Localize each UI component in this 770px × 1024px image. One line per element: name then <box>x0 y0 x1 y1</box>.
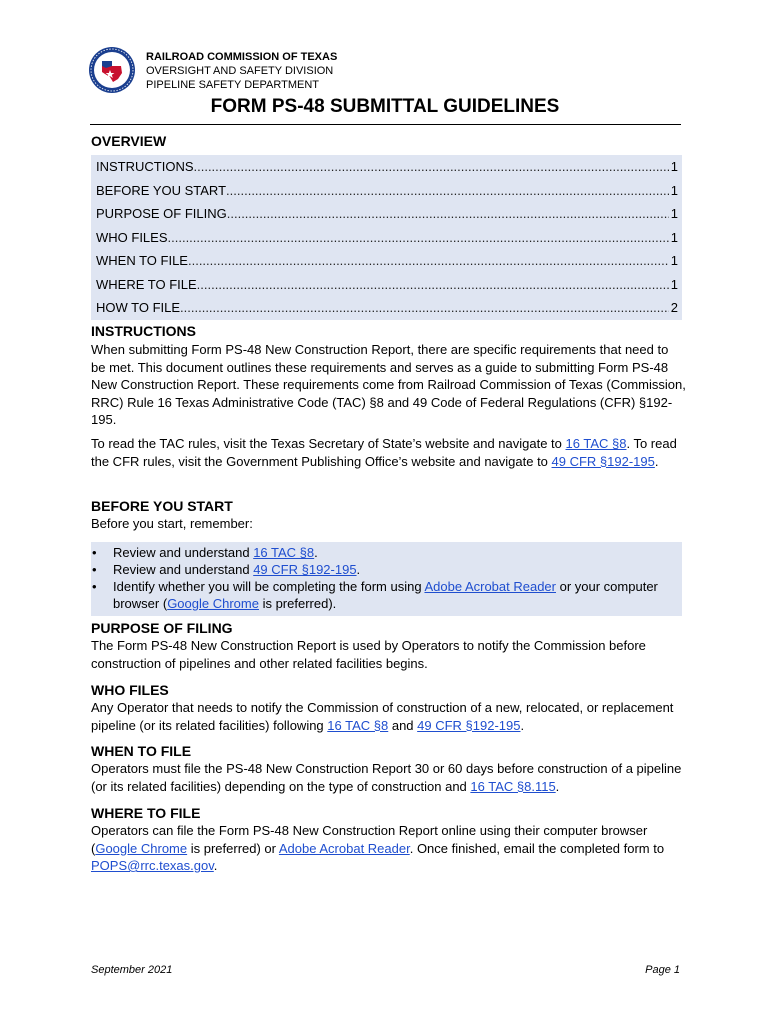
list-item <box>91 561 682 578</box>
link-16-tac-8[interactable]: 16 TAC §8 <box>327 717 389 733</box>
where-to-file-heading: WHERE TO FILE <box>91 805 201 821</box>
where-to-file-paragraph <box>91 822 686 875</box>
toc-page: 1 <box>670 276 678 292</box>
toc-page: 1 <box>670 253 678 269</box>
text-span: Any Operator that needs to notify the Commission of construction of a new, relocated, or replacement pipeline (or its related facilities) following <box>91 700 674 733</box>
toc-label: INSTRUCTIONS <box>96 159 194 175</box>
toc-label: PURPOSE OF FILING <box>96 206 227 222</box>
toc-item-instructions[interactable] <box>91 155 682 179</box>
footer-date: September 2021 <box>91 964 173 976</box>
toc-page: 1 <box>670 182 678 198</box>
text-span: Identify whether you will be completing the form using <box>113 579 425 594</box>
instructions-paragraph-2 <box>91 435 686 470</box>
text-span: . <box>356 562 361 577</box>
instructions-paragraph-1: When submitting Form PS-48 New Construction Report, there are specific requirements that need to be met. This document outlines these requirements and serves as a guide to submitting Form PS-48 New Construction Report. These requirements come from Railroad Commission of Texas (Commission, RRC) Rule 16 Texas Administrative Code (TAC) §8 and 49 Code of Federal Regulations (CFR) §192-195. <box>91 342 686 427</box>
before-you-start-intro: Before you start, remember: <box>91 516 253 531</box>
toc-label: WHEN TO FILE <box>96 253 188 269</box>
instructions-heading: INSTRUCTIONS <box>91 323 196 339</box>
text-span: . <box>654 453 659 469</box>
when-to-file-paragraph <box>91 760 686 795</box>
toc-item-how-to-file[interactable] <box>91 296 682 320</box>
org-name: RAILROAD COMMISSION OF TEXAS <box>146 51 338 63</box>
toc-label: HOW TO FILE <box>96 300 181 316</box>
text-span: or your computer browser ( <box>113 579 658 611</box>
text-span: Review and understand <box>113 545 254 560</box>
text-span: Operators must file the PS-48 New Construction Report 30 or 60 days before construction of a pipeline (or its related facilities) depending on the type of construction and <box>91 761 682 794</box>
purpose-paragraph: The Form PS-48 New Construction Report is used by Operators to notify the Commission before construction of pipelines and other related facilities begins. <box>91 638 646 671</box>
text-span: . To read the CFR rules, visit the Government Publishing Office’s website and navigate to <box>91 436 677 469</box>
page-title: FORM PS-48 SUBMITTAL GUIDELINES <box>210 96 560 117</box>
text-span: Review and understand <box>113 562 254 577</box>
link-google-chrome[interactable]: Google Chrome <box>95 840 188 856</box>
text-span: . <box>314 545 318 560</box>
purpose-heading: PURPOSE OF FILING <box>91 620 233 636</box>
toc-page: 1 <box>670 229 678 245</box>
title-divider <box>90 124 681 125</box>
link-49-cfr-192-195[interactable]: 49 CFR §192-195 <box>417 717 521 733</box>
footer-page-number: Page 1 <box>645 964 680 976</box>
text-span: . Once finished, email the completed form to <box>409 840 665 856</box>
link-google-chrome[interactable]: Google Chrome <box>167 596 259 611</box>
link-16-tac-8-115[interactable]: 16 TAC §8.115 <box>470 778 556 794</box>
bullet-icon: • <box>92 579 97 594</box>
toc-item-where-to-file[interactable] <box>91 273 682 297</box>
text-span: and <box>388 717 418 733</box>
link-pops-email[interactable]: POPS@rrc.texas.gov <box>91 858 214 873</box>
text-span: To read the TAC rules, visit the Texas Secretary of State’s website and navigate to <box>91 436 566 451</box>
bullet-icon: • <box>92 562 97 577</box>
link-16-tac-8[interactable]: 16 TAC §8 <box>253 545 315 560</box>
link-adobe-acrobat-reader[interactable]: Adobe Acrobat Reader <box>424 579 556 594</box>
toc-item-when-to-file[interactable] <box>91 249 682 273</box>
who-files-heading: WHO FILES <box>91 682 169 698</box>
link-16-tac-8[interactable]: 16 TAC §8 <box>565 436 627 451</box>
who-files-paragraph <box>91 699 686 734</box>
toc-page: 2 <box>670 300 678 316</box>
toc-item-purpose-of-filing[interactable] <box>91 202 682 226</box>
text-span: is preferred). <box>258 596 337 611</box>
text-span: Operators can file the Form PS-48 New Construction Report online using their computer browser ( <box>91 823 648 856</box>
when-to-file-heading: WHEN TO FILE <box>91 743 192 759</box>
table-of-contents <box>91 155 682 320</box>
toc-page: 1 <box>670 206 678 222</box>
link-49-cfr-192-195[interactable]: 49 CFR §192-195 <box>253 562 357 577</box>
list-item <box>91 544 682 561</box>
department-name: PIPELINE SAFETY DEPARTMENT <box>146 79 319 91</box>
text-span: . <box>520 717 525 733</box>
toc-item-before-you-start[interactable] <box>91 179 682 203</box>
toc-page: 1 <box>670 159 678 175</box>
text-span: . <box>555 778 560 794</box>
text-span: is preferred) or <box>187 840 279 856</box>
division-name: OVERSIGHT AND SAFETY DIVISION <box>146 65 334 77</box>
link-49-cfr-192-195[interactable]: 49 CFR §192-195 <box>551 453 655 469</box>
bullet-list <box>91 542 682 616</box>
toc-label: BEFORE YOU START <box>96 182 227 198</box>
before-you-start-heading: BEFORE YOU START <box>91 498 233 514</box>
toc-item-who-files[interactable] <box>91 226 682 250</box>
link-adobe-acrobat-reader[interactable]: Adobe Acrobat Reader <box>278 840 410 856</box>
toc-label: WHO FILES <box>96 229 168 245</box>
text-span: . <box>213 858 218 873</box>
overview-heading: OVERVIEW <box>91 133 167 149</box>
texas-state-seal-icon <box>88 46 136 94</box>
toc-label: WHERE TO FILE <box>96 276 197 292</box>
list-item <box>91 578 682 612</box>
bullet-icon: • <box>92 545 97 560</box>
